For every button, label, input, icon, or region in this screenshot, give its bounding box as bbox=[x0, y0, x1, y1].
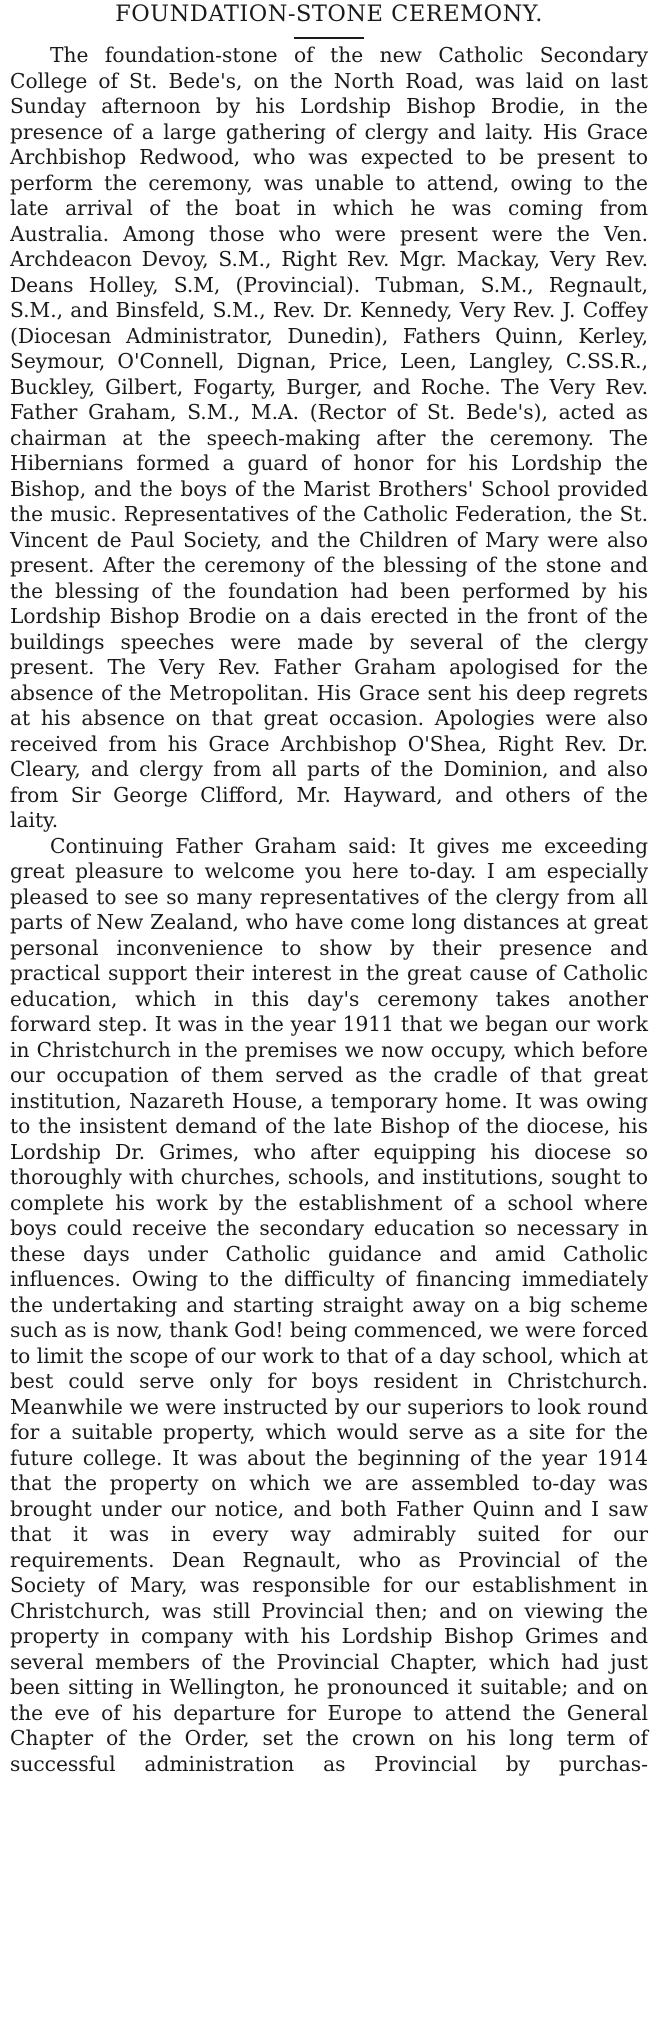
title-divider bbox=[294, 37, 364, 39]
article-paragraph-2: Continuing Father Graham said: It gives me exceeding great pleasure to welcome you here to-day. I am especially pleased to see so many representatives of the clergy from all parts of New Zealand, who have come long distances at great personal inconvenience to show by their presence and practical support their interest in the great cause of Catholic education, which in this day's ceremony takes another forward step. It was in the year 1911 that we began our work in Christchurch in the premises we now occupy, which before our occupation of them served as the cradle of that great institution, Nazareth House, a temporary home. It was owing to the insistent demand of the late Bishop of the diocese, his Lordship Dr. Grimes, who after equipping his diocese so thoroughly with churches, schools, and institutions, sought to complete his work by the establishment of a school where boys could receive the secondary education so necessary in these days under Catholic guidance and amid Catholic influences. Owing to the difficulty of financing immediately the undertaking and starting straight away on a big scheme such as is now, thank God! being commenced, we were forced to limit the scope of our work to that of a day school, which at best could serve only for boys resident in Christchurch. Meanwhile we were instructed by our superiors to look round for a suitable property, which would serve as a site for the future college. It was about the beginning of the year 1914 that the property on which we are assembled to-day was brought under our notice, and both Father Quinn and I saw that it was in every way admirably suited for our requirements. Dean Regnault, who as Provincial of the Society of Mary, was responsible for our establishment in Christchurch, was still Provincial then; and on viewing the property in company with his Lordship Bishop Grimes and several members of the Provincial Chapter, which had just been sitting in Wellington, he pronounced it suitable; and on the eve of his departure for Europe to attend the General Chapter of the Order, set the crown on his long term of successful administration as Provincial by purchas- bbox=[10, 833, 648, 1776]
article-paragraph-1: The foundation-stone of the new Catholic Secondary College of St. Bede's, on the North Road, was laid on last Sunday afternoon by his Lordship Bishop Brodie, in the presence of a large gathering of clergy and laity. His Grace Archbishop Redwood, who was expected to be present to perform the ceremony, was unable to attend, owing to the late arrival of the boat in which he was coming from Australia. Among those who were present were the Ven. Archdeacon Devoy, S.M., Right Rev. Mgr. Mackay, Very Rev. Deans Holley, S.M, (Provincial). Tubman, S.M., Regnault, S.M., and Binsfeld, S.M., Rev. Dr. Kennedy, Very Rev. J. Coffey (Diocesan Administrator, Dunedin), Fathers Quinn, Kerley, Seymour, O'Connell, Dignan, Price, Leen, Langley, C.SS.R., Buckley, Gilbert, Fogarty, Burger, and Roche. The Very Rev. Father Graham, S.M., M.A. (Rector of St. Bede's), acted as chairman at the speech-making after the ceremony. The Hibernians formed a guard of honor for his Lordship the Bishop, and the boys of the Marist Brothers' School provided the music. Representatives of the Catholic Federation, the St. Vincent de Paul Society, and the Children of Mary were also present. After the ceremony of the blessing of the stone and the blessing of the foundation had been performed by his Lordship Bishop Brodie on a dais erected in the front of the buildings speeches were made by several of the clergy present. The Very Rev. Father Graham apologised for the absence of the Metropolitan. His Grace sent his deep regrets at his absence on that great occasion. Apologies were also received from his Grace Archbishop O'Shea, Right Rev. Dr. Cleary, and clergy from all parts of the Dominion, and also from Sir George Clifford, Mr. Hayward, and others of the laity. bbox=[10, 43, 648, 832]
article-title: FOUNDATION-STONE CEREMONY. bbox=[115, 1, 543, 27]
